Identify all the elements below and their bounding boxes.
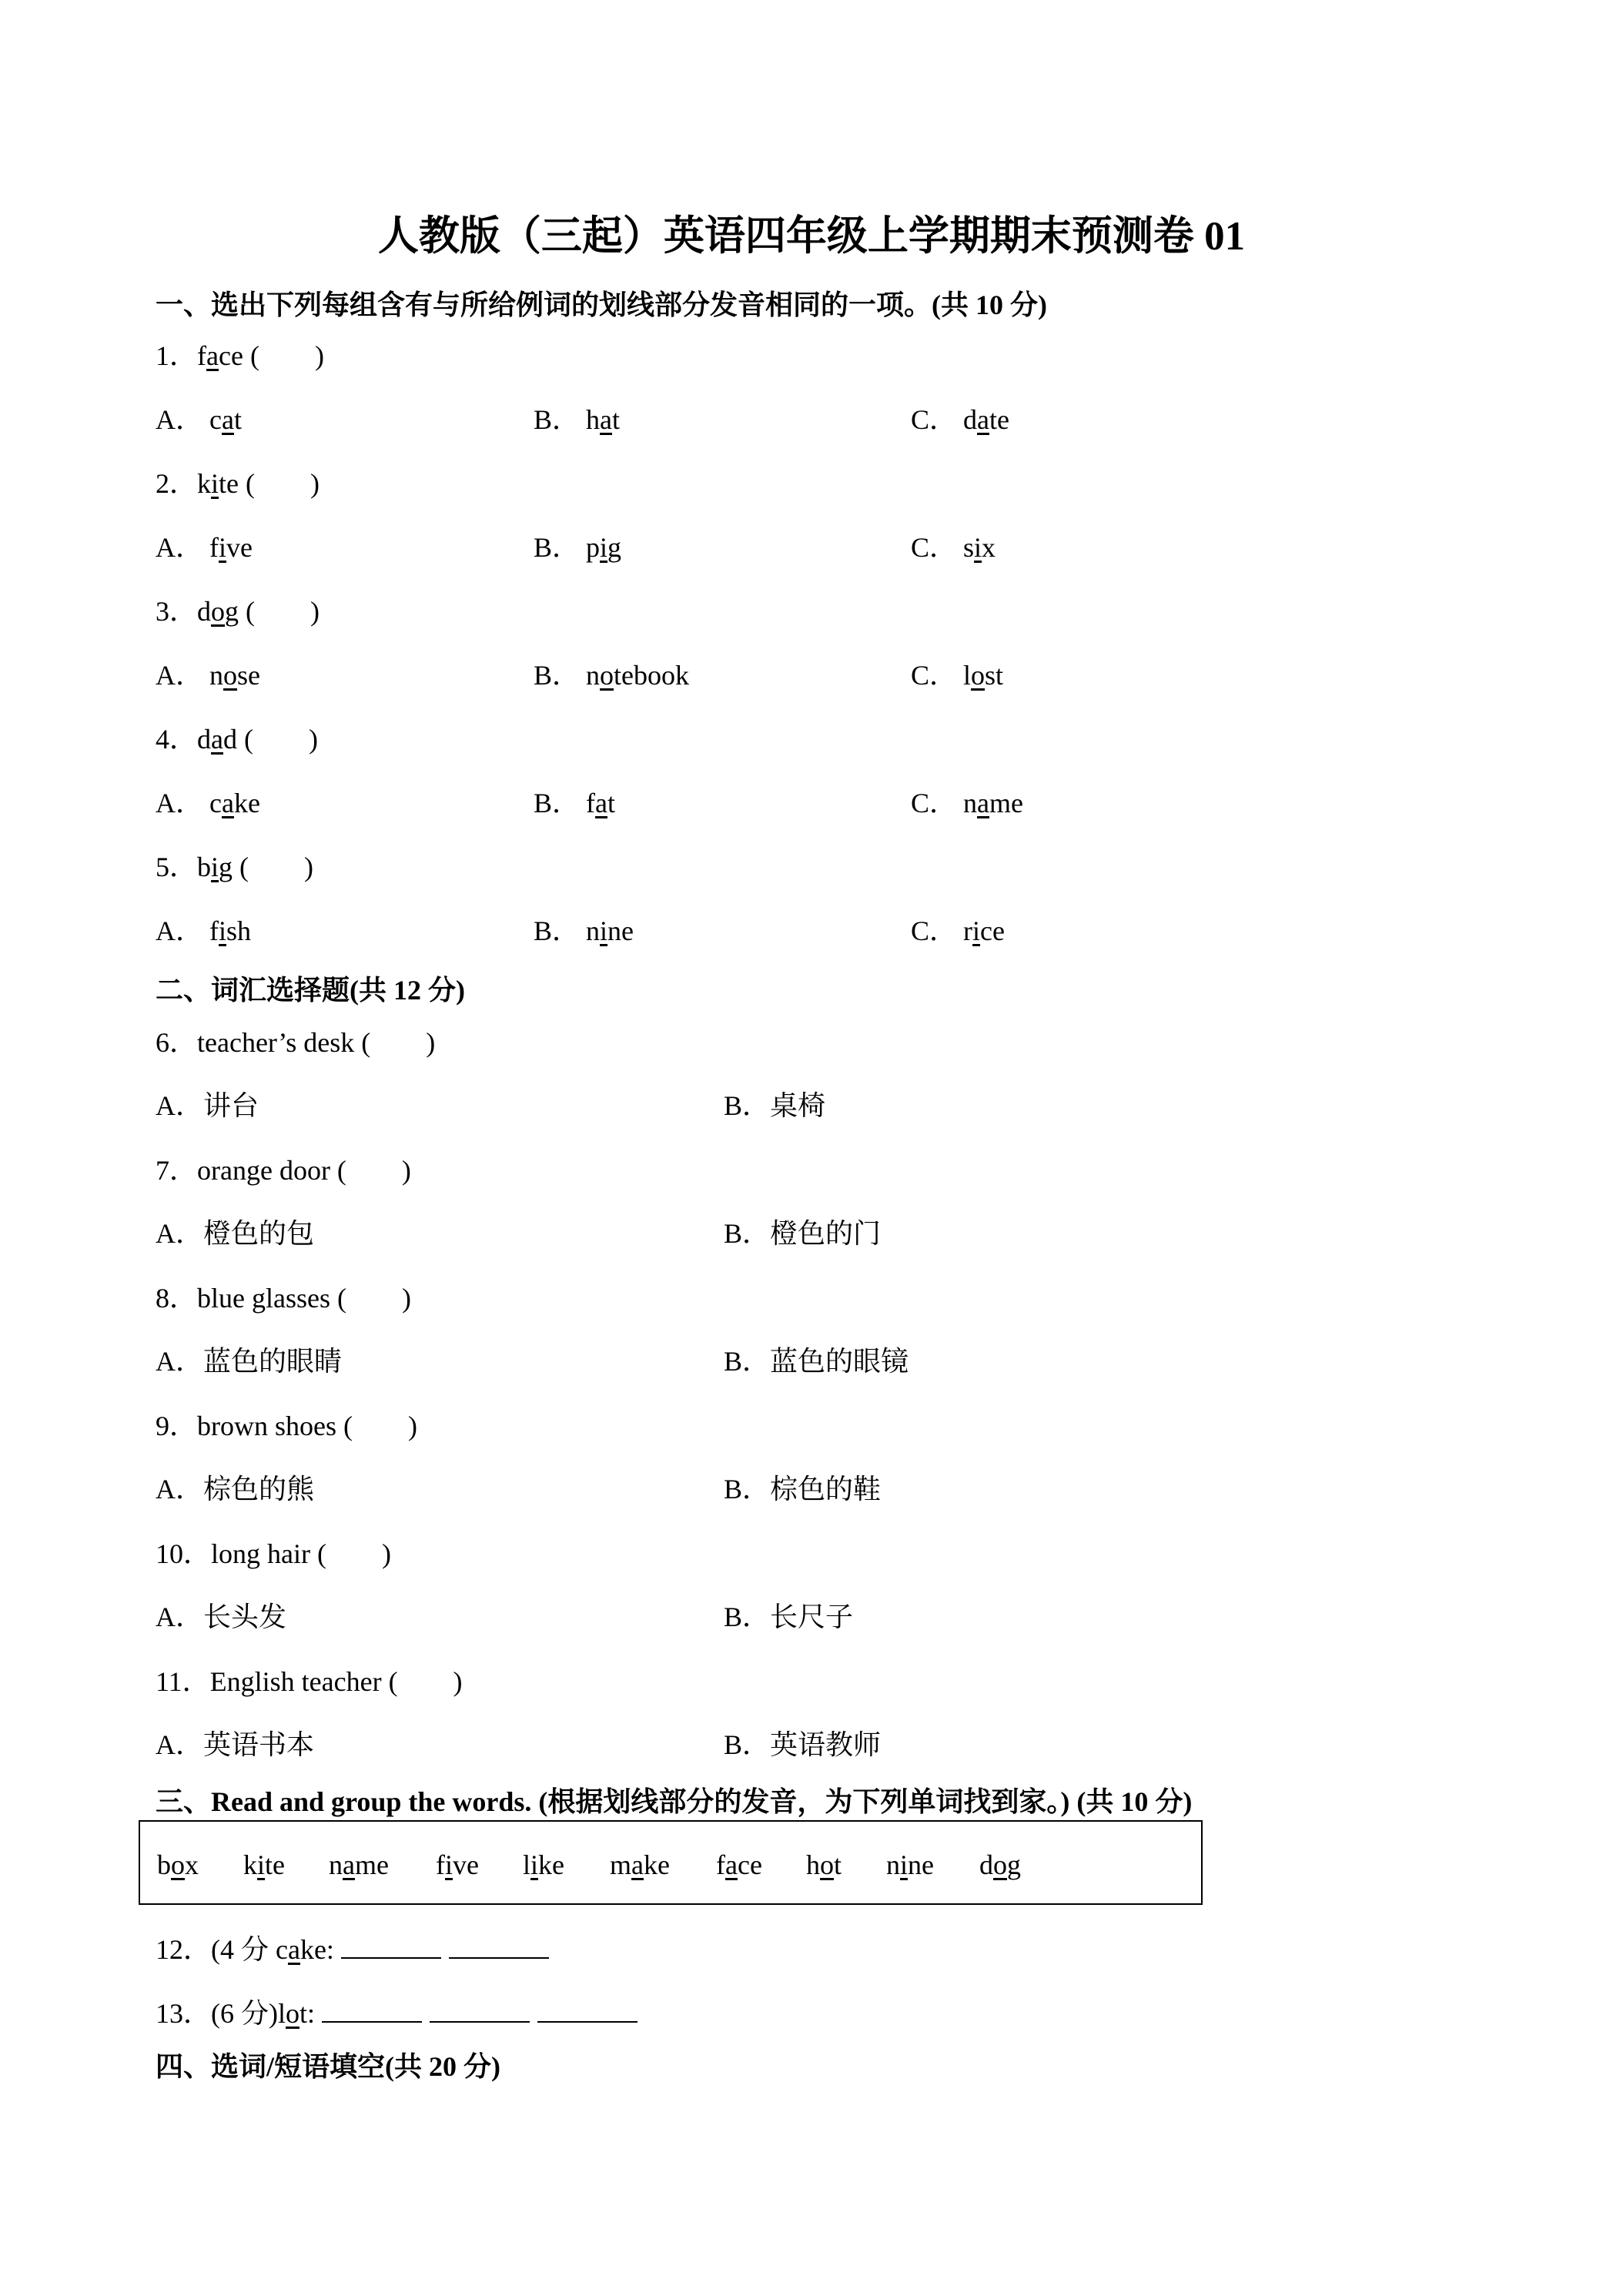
option-b[interactable]: B．蓝色的眼镜 xyxy=(724,1346,909,1377)
text-segment: x xyxy=(982,532,996,563)
option-b[interactable] xyxy=(534,912,634,949)
answer-blank[interactable] xyxy=(449,1930,549,1959)
question-5 xyxy=(156,848,313,885)
text-segment: ke xyxy=(233,788,260,818)
text-segment: b xyxy=(157,1849,171,1880)
group-word xyxy=(806,1846,842,1883)
underlined-letter: o xyxy=(993,1849,1007,1880)
option-label: C． xyxy=(911,532,958,563)
text-segment: g xyxy=(607,532,622,563)
text-segment: k xyxy=(243,1849,257,1880)
text-segment: l xyxy=(963,660,972,691)
question-13 xyxy=(156,1993,645,2032)
option-b[interactable] xyxy=(534,529,621,566)
underlined-letter: o xyxy=(820,1849,834,1880)
underlined-letter: i xyxy=(219,532,227,563)
underlined-letter: i xyxy=(600,915,608,946)
option-a[interactable]: A．长头发 xyxy=(156,1602,286,1632)
text-segment: c xyxy=(209,404,222,435)
question-1 xyxy=(156,337,324,374)
underlined-letter: a xyxy=(287,1934,300,1965)
text-segment: d ( ) xyxy=(223,724,318,755)
text-segment: te xyxy=(265,1849,285,1880)
option-a[interactable]: A．棕色的熊 xyxy=(156,1474,314,1504)
underlined-letter: a xyxy=(977,404,989,435)
question-suffix: ke: xyxy=(300,1934,341,1965)
text-segment: h xyxy=(586,404,601,435)
text-segment: n xyxy=(586,915,601,946)
text-segment: ke xyxy=(538,1849,565,1880)
section-3-heading: 三、Read and group the words. (根据划线部分的发音，为下列单词找到家。) (共 10 分) xyxy=(156,1786,1193,1817)
option-a[interactable]: A．讲台 xyxy=(156,1090,259,1121)
option-b[interactable]: B．长尺子 xyxy=(724,1602,854,1632)
text-segment: f xyxy=(436,1849,445,1880)
option-c[interactable] xyxy=(911,912,1005,949)
question-2 xyxy=(156,465,320,502)
option-label: C． xyxy=(911,788,958,818)
section-4-heading: 四、选词/短语填空(共 20 分) xyxy=(156,2051,500,2082)
text-segment: f xyxy=(209,915,219,946)
text-segment: n xyxy=(963,788,978,818)
text-segment: f xyxy=(716,1849,725,1880)
word-box xyxy=(139,1820,1203,1905)
text-segment: me xyxy=(989,788,1023,818)
text-segment: d xyxy=(197,596,212,627)
question-8: 8．blue glasses ( ) xyxy=(156,1283,411,1314)
question-6: 6．teacher’s desk ( ) xyxy=(156,1027,436,1058)
underlined-letter: o xyxy=(285,1998,300,2029)
text-segment: se xyxy=(237,660,260,691)
underlined-letter: a xyxy=(595,788,607,818)
underlined-letter: a xyxy=(977,788,989,818)
option-label: C． xyxy=(911,915,958,946)
text-segment: g ( ) xyxy=(225,596,320,627)
text-segment: f xyxy=(197,340,207,371)
text-segment: ke xyxy=(644,1849,670,1880)
underlined-letter: i xyxy=(211,852,219,882)
answer-blank[interactable] xyxy=(537,1993,637,2023)
text-segment: x xyxy=(185,1849,199,1880)
question-11: 11．English teacher ( ) xyxy=(156,1666,463,1697)
underlined-letter: i xyxy=(257,1849,266,1880)
text-segment: ce ( ) xyxy=(219,340,324,371)
option-a[interactable]: A．蓝色的眼睛 xyxy=(156,1346,342,1377)
text-segment: ne xyxy=(908,1849,934,1880)
question-7: 7．orange door ( ) xyxy=(156,1155,411,1186)
text-segment: ce xyxy=(737,1849,762,1880)
option-c[interactable] xyxy=(911,657,1003,694)
option-a[interactable] xyxy=(156,912,251,949)
group-word xyxy=(979,1846,1021,1883)
text-segment: d xyxy=(979,1849,993,1880)
text-segment: d xyxy=(197,724,212,755)
question-number: 1． xyxy=(156,340,198,371)
question-10: 10．long hair ( ) xyxy=(156,1538,391,1569)
underlined-letter: o xyxy=(971,660,986,691)
group-word xyxy=(886,1846,934,1883)
text-segment: ve xyxy=(226,532,253,563)
option-a[interactable] xyxy=(156,401,242,438)
option-label: A． xyxy=(156,532,203,563)
text-segment: g xyxy=(1007,1849,1021,1880)
page-title: 人教版（三起）英语四年级上学期期末预测卷 01 xyxy=(377,214,1246,259)
option-b[interactable] xyxy=(534,401,620,438)
text-segment: d xyxy=(963,404,978,435)
underlined-letter: o xyxy=(223,660,237,691)
text-segment: te xyxy=(989,404,1009,435)
question-12 xyxy=(156,1930,557,1968)
underlined-letter: o xyxy=(171,1849,185,1880)
underlined-letter: a xyxy=(343,1849,355,1880)
text-segment: g ( ) xyxy=(219,852,314,882)
option-label: B． xyxy=(534,404,581,435)
option-a[interactable]: A．橙色的包 xyxy=(156,1218,314,1249)
option-label: C． xyxy=(911,660,958,691)
question-number: 5． xyxy=(156,852,198,882)
underlined-letter: i xyxy=(600,532,608,563)
text-segment: h xyxy=(806,1849,820,1880)
option-label: B． xyxy=(534,532,581,563)
option-b[interactable]: B．棕色的鞋 xyxy=(724,1474,882,1504)
section-1-heading: 一、选出下列每组含有与所给例词的划线部分发音相同的一项。(共 10 分) xyxy=(156,290,1047,320)
group-word xyxy=(436,1846,479,1883)
answer-blank[interactable] xyxy=(341,1930,441,1959)
underlined-letter: a xyxy=(221,788,234,818)
underlined-letter: a xyxy=(206,340,219,371)
option-label: C． xyxy=(911,404,958,435)
text-segment: l xyxy=(523,1849,531,1880)
text-segment: r xyxy=(963,915,973,946)
option-b[interactable]: B．英语教师 xyxy=(724,1729,882,1760)
underlined-letter: a xyxy=(725,1849,738,1880)
option-c[interactable] xyxy=(911,529,996,566)
text-segment: n xyxy=(886,1849,900,1880)
text-segment: ne xyxy=(607,915,634,946)
text-segment: t xyxy=(612,404,621,435)
underlined-letter: o xyxy=(211,596,226,627)
section-2-heading: 二、词汇选择题(共 12 分) xyxy=(156,975,465,1006)
underlined-letter: i xyxy=(900,1849,909,1880)
text-segment: n xyxy=(586,660,601,691)
text-segment: f xyxy=(209,532,219,563)
text-segment: n xyxy=(209,660,223,691)
text-segment: t xyxy=(607,788,616,818)
group-word xyxy=(329,1846,389,1883)
answer-blank[interactable] xyxy=(322,1993,422,2023)
option-c[interactable] xyxy=(911,785,1023,822)
text-segment: s xyxy=(963,532,975,563)
underlined-letter: a xyxy=(211,724,223,755)
underlined-letter: a xyxy=(631,1849,644,1880)
text-segment: sh xyxy=(226,915,252,946)
underlined-letter: i xyxy=(974,532,982,563)
underlined-letter: i xyxy=(530,1849,539,1880)
question-3 xyxy=(156,593,320,630)
text-segment: ce xyxy=(980,915,1005,946)
text-segment: b xyxy=(197,852,212,882)
group-word xyxy=(243,1846,285,1883)
group-word xyxy=(716,1846,762,1883)
text-segment: te ( ) xyxy=(219,468,320,499)
text-segment: p xyxy=(586,532,601,563)
option-b[interactable]: B．橙色的门 xyxy=(724,1218,882,1249)
text-segment: t xyxy=(233,404,242,435)
option-label: B． xyxy=(534,915,581,946)
question-number: 4． xyxy=(156,724,198,755)
text-segment: st xyxy=(985,660,1004,691)
option-b[interactable]: B．桌椅 xyxy=(724,1090,826,1121)
underlined-letter: a xyxy=(221,404,234,435)
text-segment: ve xyxy=(453,1849,479,1880)
option-a[interactable] xyxy=(156,785,260,822)
underlined-letter: a xyxy=(600,404,612,435)
option-label: A． xyxy=(156,660,203,691)
question-prefix: 12．(4 分 c xyxy=(156,1934,288,1965)
text-segment: tebook xyxy=(614,660,689,691)
underlined-letter: o xyxy=(600,660,614,691)
answer-blank[interactable] xyxy=(430,1993,530,2023)
question-suffix: t: xyxy=(299,1998,322,2029)
text-segment: m xyxy=(610,1849,632,1880)
option-label: B． xyxy=(534,660,581,691)
option-a[interactable] xyxy=(156,529,253,566)
option-label: A． xyxy=(156,404,203,435)
option-c[interactable] xyxy=(911,401,1009,438)
underlined-letter: i xyxy=(972,915,981,946)
question-number: 3． xyxy=(156,596,198,627)
question-prefix: 13．(6 分)l xyxy=(156,1998,286,2029)
option-label: A． xyxy=(156,788,203,818)
question-4 xyxy=(156,721,318,758)
text-segment: t xyxy=(834,1849,842,1880)
text-segment: n xyxy=(329,1849,343,1880)
group-word xyxy=(523,1846,564,1883)
underlined-letter: i xyxy=(445,1849,453,1880)
option-a[interactable] xyxy=(156,657,260,694)
text-segment: f xyxy=(586,788,596,818)
group-word xyxy=(157,1846,199,1883)
text-segment: c xyxy=(209,788,222,818)
option-b[interactable] xyxy=(534,657,689,694)
option-b[interactable] xyxy=(534,785,615,822)
text-segment: me xyxy=(354,1849,389,1880)
underlined-letter: i xyxy=(219,915,227,946)
underlined-letter: i xyxy=(211,468,219,499)
option-label: A． xyxy=(156,915,203,946)
question-9: 9．brown shoes ( ) xyxy=(156,1411,417,1441)
text-segment: k xyxy=(197,468,212,499)
question-number: 2． xyxy=(156,468,198,499)
option-a[interactable]: A．英语书本 xyxy=(156,1729,314,1760)
group-word xyxy=(610,1846,670,1883)
option-label: B． xyxy=(534,788,581,818)
